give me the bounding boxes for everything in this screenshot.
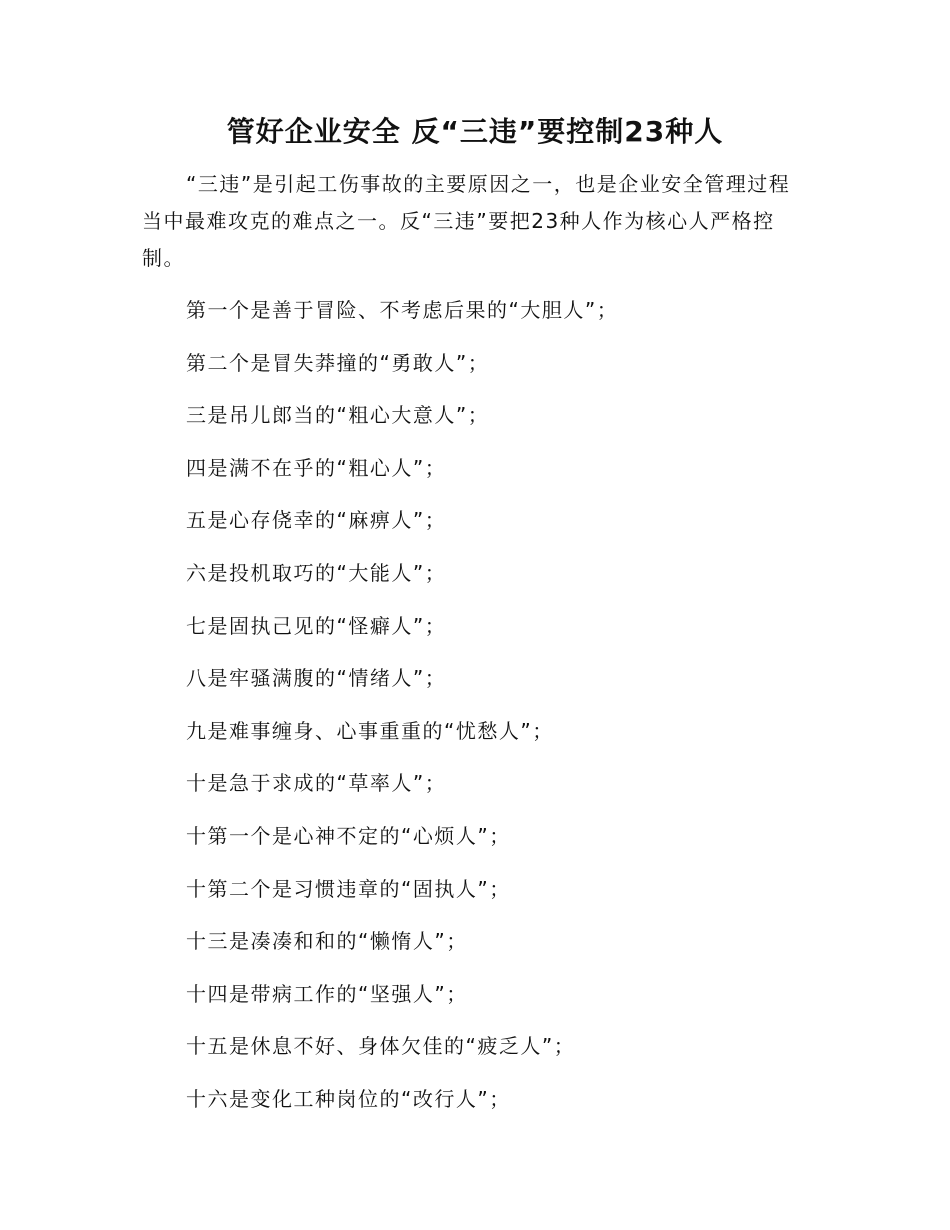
list-item: 第一个是善于冒险、不考虑后果的“大胆人”； bbox=[186, 298, 619, 322]
list-item: 八是牢骚满腹的“情绪人”； bbox=[186, 666, 447, 691]
list-item: 六是投机取巧的“大能人”； bbox=[186, 560, 447, 585]
list-item: 十是急于求成的“草率人”； bbox=[186, 771, 447, 796]
list-item: 十三是凑凑和和的“懒惰人”； bbox=[186, 929, 468, 954]
list-item: 三是吊儿郎当的“粗心大意人”； bbox=[186, 403, 490, 428]
list-item: 第二个是冒失莽撞的“勇敢人”； bbox=[186, 350, 490, 375]
list-item: 十五是休息不好、身体欠佳的“疲乏人”； bbox=[186, 1034, 576, 1059]
people-list bbox=[186, 292, 826, 1134]
list-item: 七是固执己见的“怪癖人”； bbox=[186, 613, 447, 638]
intro-paragraph: “三违”是引起工伤事故的主要原因之一，也是企业安全管理过程当中最难攻克的难点之一。反“三违”要把23种人作为核心人严格控制。 bbox=[142, 172, 791, 270]
list-item: 十六是变化工种岗位的“改行人”； bbox=[186, 1086, 511, 1111]
list-item: 五是心存侥幸的“麻痹人”； bbox=[186, 508, 447, 533]
list-item: 十第二个是习惯违章的“固执人”； bbox=[186, 876, 511, 901]
document-title: 管好企业安全 反“三违”要控制23种人 bbox=[226, 115, 724, 148]
list-item: 十第一个是心神不定的“心烦人”； bbox=[186, 823, 511, 848]
list-item: 四是满不在乎的“粗心人”； bbox=[186, 455, 447, 480]
list-item: 九是难事缠身、心事重重的“忧愁人”； bbox=[186, 718, 554, 743]
list-item: 十四是带病工作的“坚强人”； bbox=[186, 981, 468, 1006]
